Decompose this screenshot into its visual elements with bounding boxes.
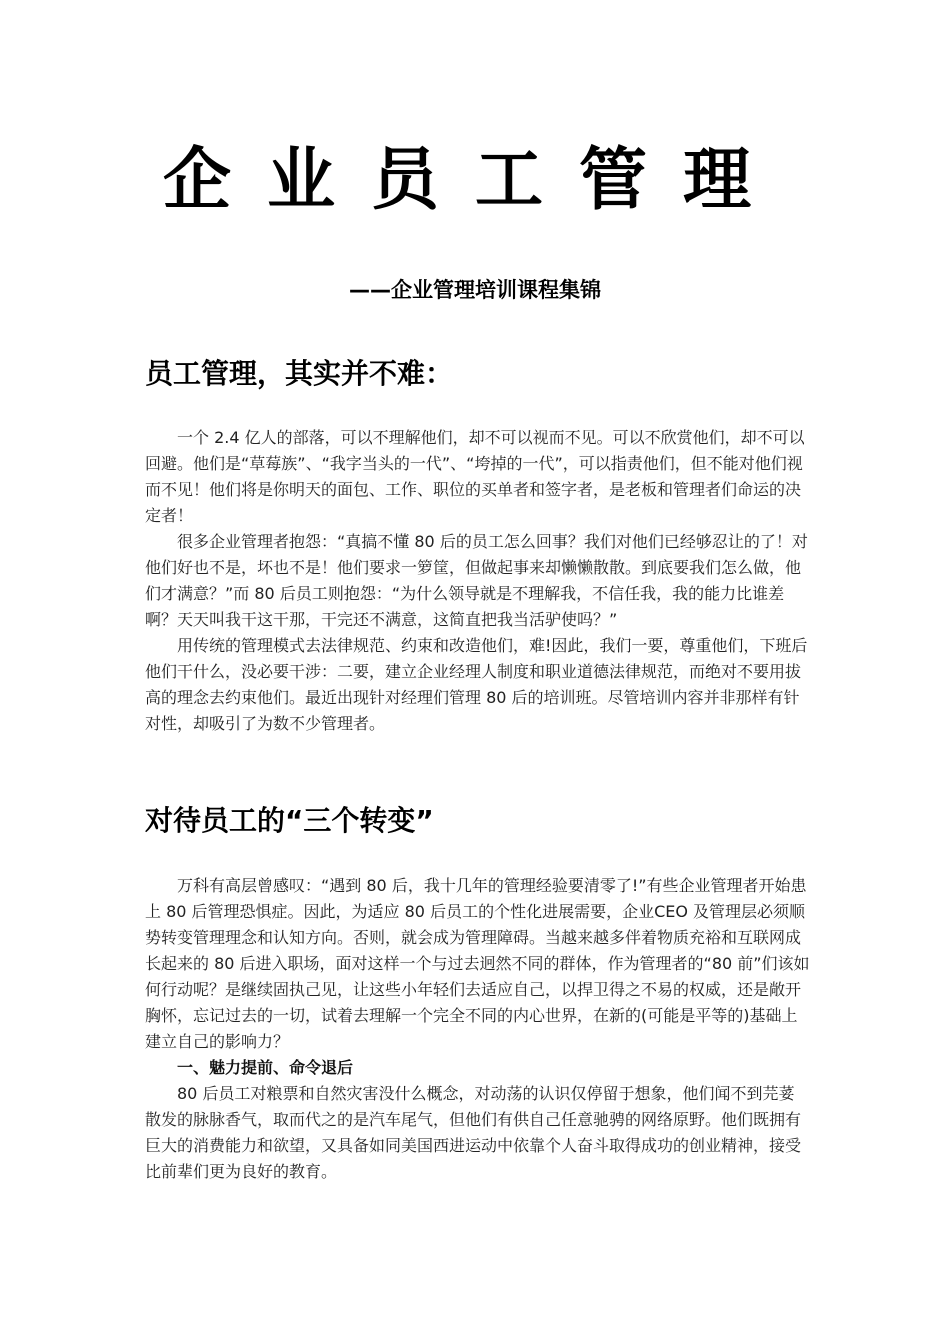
subheading: 一、魅力提前、命令退后	[177, 1058, 354, 1077]
document-title: 企业员工管理	[162, 140, 787, 220]
section-heading-2: 对待员工的“三个转变”	[145, 804, 434, 837]
paragraph: 万科有高层曾感叹：“遇到 80 后，我十几年的管理经验要清零了!”有些企业管理者开始患上 80 后管理恐惧症。因此，为适应 80 后员工的个性化进展需要，企业CEO 及管理层必须顺势转变管理理念和认知方向。否则，就会成为管理障碍。当越来越多伴着物质充裕和互联网成长起来的 80 后进入职场，面对这样一个与过去迥然不同的群体，作为管理者的“80 前”们该如何行动呢？是继续固执己见，让这些小年轻们去适应自己，以捍卫得之不易的权威，还是敞开胸怀，忘记过去的一切，试着去理解一个完全不同的内心世界，在新的(可能是平等的)基础上建立自己的影响力？	[145, 876, 810, 1051]
section-heading-1: 员工管理，其实并不难：	[145, 357, 454, 390]
paragraph: 80 后员工对粮票和自然灾害没什么概念，对动荡的认识仅停留于想象，他们闻不到芫荽散发的脉脉香气，取而代之的是汽车尾气，但他们有供自己任意驰骋的网络原野。他们既拥有巨大的消费能力和欲望，又具备如同美国西进运动中依靠个人奋斗取得成功的创业精神，接受比前辈们更为良好的教育。	[145, 1084, 802, 1181]
document-subtitle: ——企业管理培训课程集锦	[349, 278, 601, 302]
paragraph: 很多企业管理者抱怨：“真搞不懂 80 后的员工怎么回事？我们对他们已经够忍让的了！对他们好也不是，坏也不是！他们要求一箩筐，但做起事来却懒懒散散。到底要我们怎么做，他们才满意？”而 80 后员工则抱怨：“为什么领导就是不理解我，不信任我，我的能力比谁差啊？天天叫我干这干那，干完还不满意，这简直把我当活驴使吗？”	[145, 532, 808, 629]
paragraph: 用传统的管理模式去法律规范、约束和改造他们，难!因此，我们一要，尊重他们，下班后他们干什么，没必要干涉：二要，建立企业经理人制度和职业道德法律规范，而绝对不要用拔高的理念去约束他们。最近出现针对经理们管理 80 后的培训班。尽管培训内容并非那样有针对性，却吸引了为数不少管理者。	[145, 636, 808, 733]
section-2-body	[145, 873, 810, 1185]
paragraph: 一个 2.4 亿人的部落，可以不理解他们，却不可以视而不见。可以不欣赏他们，却不可以回避。他们是“草莓族”、“我字当头的一代”、“垮掉的一代”，可以指责他们，但不能对他们视而不见！他们将是你明天的面包、工作、职位的买单者和签字者，是老板和管理者们命运的决定者！	[145, 428, 805, 525]
section-1-body	[145, 425, 810, 737]
